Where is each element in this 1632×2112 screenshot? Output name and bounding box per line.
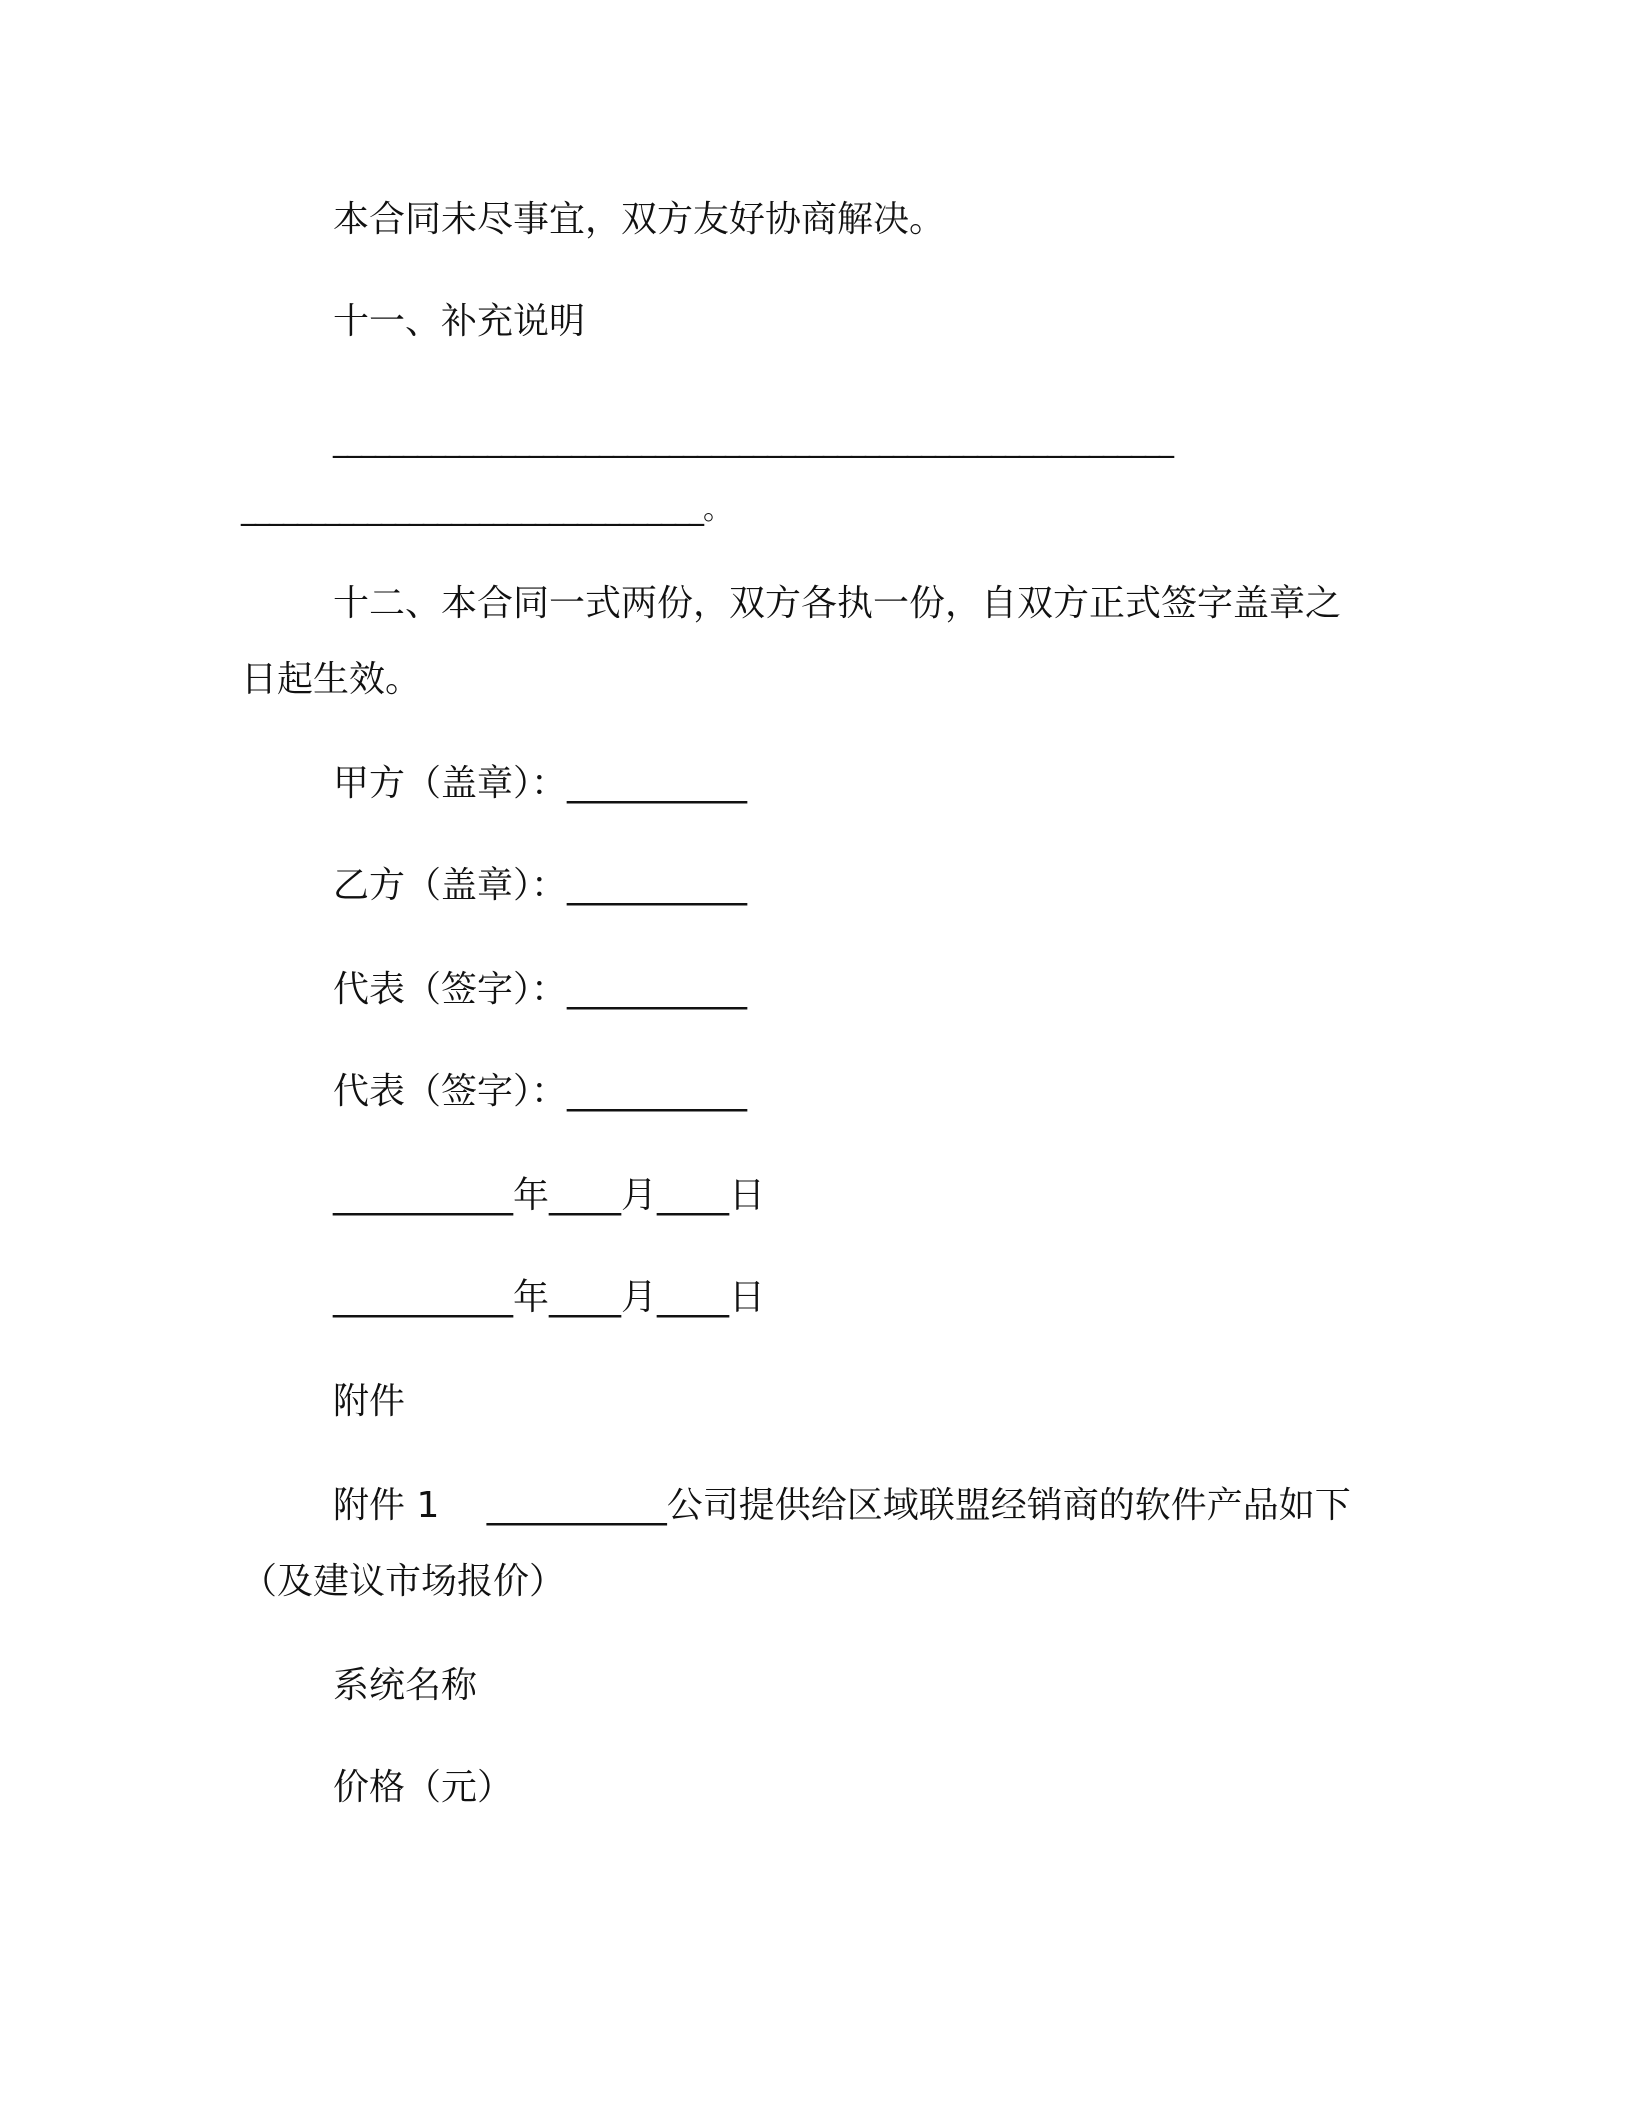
supplement-blank-line-2: _________________________________。	[241, 492, 732, 527]
party-a-seal-field: 甲方（盖章）：__________	[333, 763, 748, 804]
date-field-1: __________年____月____日	[333, 1175, 765, 1216]
system-name-label: 系统名称	[333, 1665, 478, 1706]
section-12-line-1: 十二、本合同一式两份，双方各执一份，自双方正式签字盖章之	[333, 583, 1342, 624]
price-label: 价格（元）	[333, 1767, 514, 1808]
section-12-line-2: 日起生效。	[241, 659, 422, 700]
attachment-1-line-1: 附件 1 __________公司提供给区域联盟经销商的软件产品如下	[333, 1485, 1351, 1526]
party-b-seal-field: 乙方（盖章）：__________	[333, 865, 748, 906]
section-11-heading: 十一、补充说明	[333, 301, 586, 342]
representative-signature-field-2: 代表（签字）：__________	[333, 1071, 748, 1112]
representative-signature-field-1: 代表（签字）：__________	[333, 969, 748, 1010]
date-field-2: __________年____月____日	[333, 1277, 765, 1318]
attachment-1-line-2: （及建议市场报价）	[241, 1561, 566, 1602]
attachment-heading: 附件	[333, 1381, 406, 1422]
supplement-blank-line-1: ____________________________________________________________	[333, 424, 1173, 459]
closing-clause: 本合同未尽事宜，双方友好协商解决。	[333, 199, 946, 240]
